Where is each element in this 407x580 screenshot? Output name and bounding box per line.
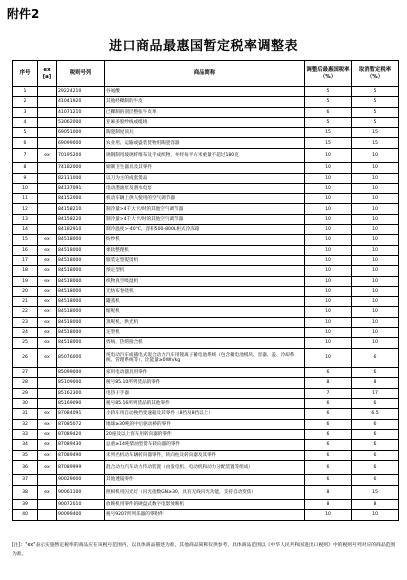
table-row — [13, 245, 399, 255]
row-cancel-rate: 6 — [352, 368, 399, 378]
row-seq: 26 — [13, 348, 38, 368]
table-row — [13, 297, 399, 307]
row-new-rate: 8 — [305, 500, 352, 510]
row-code: 41071210 — [57, 107, 105, 117]
row-code: 85076000 — [57, 348, 105, 368]
row-name: 制冷温度>-40℃，容积500-800L柜式冷冻箱 — [105, 225, 305, 235]
row-new-rate: 6 — [305, 460, 352, 475]
table-row — [13, 235, 399, 245]
row-seq: 4 — [13, 117, 38, 127]
table-row — [13, 138, 399, 148]
row-new-rate: 10 — [305, 286, 352, 296]
row-cancel-rate: 6 — [352, 419, 399, 429]
row-ex: ex — [38, 409, 57, 419]
row-new-rate: 10 — [305, 328, 352, 338]
row-cancel-rate: 10 — [352, 328, 399, 338]
table-row — [13, 183, 399, 193]
row-seq: 27 — [13, 368, 38, 378]
row-new-rate: 10 — [305, 266, 352, 276]
row-new-rate: 6 — [305, 440, 352, 450]
col-header-code: 税则号列 — [57, 61, 105, 87]
table-row — [13, 388, 399, 398]
table-header-row — [13, 61, 399, 87]
table-row — [13, 204, 399, 214]
row-cancel-rate: 15 — [352, 485, 399, 500]
table-row — [13, 128, 399, 138]
row-cancel-rate: 17 — [352, 388, 399, 398]
row-new-rate: 8 — [305, 378, 352, 388]
row-seq: 33 — [13, 429, 38, 439]
row-cancel-rate: 10 — [352, 255, 399, 265]
row-name: 制冷量>4千大卡/时的其他空气调节器 — [105, 214, 305, 224]
row-code: 84158210 — [57, 204, 105, 214]
row-seq: 32 — [13, 419, 38, 429]
row-seq: 7 — [13, 148, 38, 163]
row-ex — [38, 97, 57, 107]
row-code: 84518000 — [57, 255, 105, 265]
table-row — [13, 276, 399, 286]
table-row — [13, 419, 399, 429]
row-seq: 29 — [13, 388, 38, 398]
row-name: 蒸呢机、烘光机 — [105, 317, 305, 327]
table-row — [13, 475, 399, 485]
row-code: 90072010 — [57, 500, 105, 510]
row-name: 纯电动汽车或插电式混合动力汽车用锂离子蓄电池系统（包含蓄电池模块、容器、盖、冷却系统、管理系统等），比能量≥0Wh/kg — [105, 348, 305, 368]
row-cancel-rate: 10 — [352, 163, 399, 173]
row-code: 84152000 — [57, 194, 105, 204]
row-new-rate: 10 — [305, 235, 352, 245]
row-code: 90099400 — [57, 510, 105, 520]
row-seq: 28 — [13, 378, 38, 388]
row-seq: 40 — [13, 510, 38, 520]
row-name: 总重≥14吨柴油型货车转向器的零件 — [105, 440, 305, 450]
table-row — [13, 378, 399, 388]
row-code: 84518000 — [57, 235, 105, 245]
row-name: 小轿车用自动换挡变速箱及其零件（8挡及8挡以上） — [105, 409, 305, 419]
row-code: 87089420 — [57, 429, 105, 439]
row-seq: 31 — [13, 409, 38, 419]
row-cancel-rate: 10 — [352, 225, 399, 235]
row-code: 87089999 — [57, 460, 105, 475]
row-cancel-rate: 6 — [352, 475, 399, 485]
row-name: 璃钢制用玻璃纤维布及半成织物，并经每平方米重量不超过180克 — [105, 148, 305, 163]
row-cancel-rate: 15 — [352, 128, 399, 138]
row-ex: ex — [38, 286, 57, 296]
row-ex: ex — [38, 429, 57, 439]
row-ex — [38, 214, 57, 224]
row-ex: ex — [38, 440, 57, 450]
row-code: 87085072 — [57, 419, 105, 429]
table-row — [13, 460, 399, 475]
row-new-rate: 5 — [305, 87, 352, 97]
row-ex — [38, 378, 57, 388]
row-new-rate: 6 — [305, 450, 352, 460]
row-new-rate: 10 — [305, 204, 352, 214]
row-ex — [38, 204, 57, 214]
row-ex — [38, 107, 57, 117]
row-cancel-rate: 10 — [352, 173, 399, 183]
row-code: 85099000 — [57, 368, 105, 378]
attachment-label: 附件2 — [7, 7, 40, 21]
row-new-rate: 10 — [305, 338, 352, 348]
row-seq: 34 — [13, 440, 38, 450]
row-ex — [38, 173, 57, 183]
table-row — [13, 87, 399, 97]
table-row — [13, 97, 399, 107]
row-code: 84518000 — [57, 297, 105, 307]
table-row — [13, 429, 399, 439]
row-new-rate: 10 — [305, 194, 352, 204]
row-seq: 14 — [13, 225, 38, 235]
row-code: 84518000 — [57, 286, 105, 296]
row-new-rate: 10 — [305, 214, 352, 224]
row-code: 69051000 — [57, 128, 105, 138]
row-new-rate: 10 — [305, 317, 352, 327]
row-ex: ex — [38, 338, 57, 348]
row-ex — [38, 138, 57, 148]
row-seq: 9 — [13, 173, 38, 183]
row-seq: 5 — [13, 128, 38, 138]
row-seq: 3 — [13, 107, 38, 117]
row-name: 照相机用闪光灯（闪光指数GN≥30，具有无线闪光功能，支持自动变焦） — [105, 485, 305, 500]
row-new-rate: 10 — [305, 307, 352, 317]
row-name: 税号85.16所列货品的其他零件 — [105, 399, 305, 409]
table-row — [13, 317, 399, 327]
row-code: 84518000 — [57, 266, 105, 276]
row-ex: ex — [38, 148, 57, 163]
col-header-ex: ex [a] — [38, 61, 57, 87]
row-cancel-rate: 10 — [352, 194, 399, 204]
row-ex: ex — [38, 317, 57, 327]
row-name: 家用电动器具用零件 — [105, 368, 305, 378]
tariff-table — [12, 60, 399, 521]
row-new-rate: 10 — [305, 163, 352, 173]
row-code: 53062000 — [57, 117, 105, 127]
row-cancel-rate: 10 — [352, 276, 399, 286]
row-seq: 19 — [13, 276, 38, 286]
row-new-rate: 6 — [305, 409, 352, 419]
row-name: 未列名机动车辆转向器零件，转向柱及转向器及其零件 — [105, 450, 305, 460]
row-ex: ex — [38, 328, 57, 338]
row-cancel-rate: 5 — [352, 87, 399, 97]
row-name: 铜制卫生器具及其零件 — [105, 163, 305, 173]
row-ex: ex — [38, 255, 57, 265]
row-ex: ex — [38, 235, 57, 245]
row-cancel-rate: 6 — [352, 450, 399, 460]
row-code: 29224210 — [57, 87, 105, 97]
row-name: 以刀为主的成套货品 — [105, 173, 305, 183]
row-name: 纺纱机 — [105, 235, 305, 245]
row-cancel-rate: 6 — [352, 440, 399, 450]
row-name: 地球≥30吨的中后驱动桥的零件 — [105, 419, 305, 429]
row-cancel-rate: 5 — [352, 117, 399, 127]
row-cancel-rate: 10 — [352, 297, 399, 307]
row-ex — [38, 163, 57, 173]
table-row — [13, 255, 399, 265]
row-seq: 22 — [13, 307, 38, 317]
row-ex: ex — [38, 450, 57, 460]
row-name: 20座及以上客车用转向器的零件 — [105, 429, 305, 439]
row-cancel-rate: 8 — [352, 500, 399, 510]
row-ex: ex — [38, 460, 57, 475]
table-row — [13, 107, 399, 117]
row-seq: 35 — [13, 450, 38, 460]
row-code: 87089430 — [57, 440, 105, 450]
row-ex: ex — [38, 307, 57, 317]
row-cancel-rate: 10 — [352, 307, 399, 317]
row-seq: 37 — [13, 475, 38, 485]
row-ex — [38, 388, 57, 398]
row-name: 税号9207所列乐器的零附件 — [105, 510, 305, 520]
table-row — [13, 450, 399, 460]
row-cancel-rate: 10 — [352, 338, 399, 348]
row-code: 84158220 — [57, 214, 105, 224]
row-new-rate: 6 — [305, 107, 352, 117]
row-seq: 23 — [13, 317, 38, 327]
row-new-rate: 8 — [305, 485, 352, 500]
row-code: 87084091 — [57, 409, 105, 419]
row-new-rate: 15 — [305, 128, 352, 138]
row-new-rate: 6 — [305, 419, 352, 429]
row-cancel-rate: 6 — [352, 460, 399, 475]
row-cancel-rate: 10 — [352, 510, 399, 520]
row-code: 85109000 — [57, 378, 105, 388]
row-seq: 17 — [13, 255, 38, 265]
row-new-rate: 5 — [305, 97, 352, 107]
row-name: 罐蒸机 — [105, 297, 305, 307]
row-ex — [38, 500, 57, 510]
row-new-rate: 10 — [305, 245, 352, 255]
row-code: 84518000 — [57, 245, 105, 255]
row-name: 服装定型熨烫机 — [105, 255, 305, 265]
table-row — [13, 409, 399, 419]
row-cancel-rate: 6 — [352, 399, 399, 409]
row-seq: 38 — [13, 485, 38, 500]
row-name: 其他透镜零件 — [105, 475, 305, 485]
row-seq: 21 — [13, 297, 38, 307]
col-header-name: 商品简称 — [105, 61, 305, 87]
col-header-cancel-rate: 取消暂定税率（%） — [352, 61, 399, 87]
table-row — [13, 117, 399, 127]
page-title: 进口商品最惠国暂定税率调整表 — [108, 39, 298, 54]
row-new-rate: 6 — [305, 399, 352, 409]
table-row — [13, 500, 399, 510]
row-ex: ex — [38, 276, 57, 286]
row-name: 电热干手器 — [105, 388, 305, 398]
row-cancel-rate: 15 — [352, 138, 399, 148]
table-row — [13, 485, 399, 500]
row-ex: ex — [38, 266, 57, 276]
row-name: 亚麻多股纱线或缆线 — [105, 117, 305, 127]
table-row — [13, 368, 399, 378]
row-ex — [38, 399, 57, 409]
row-ex — [38, 183, 57, 193]
row-cancel-rate: 10 — [352, 183, 399, 193]
table-row — [13, 214, 399, 224]
row-new-rate: 15 — [305, 138, 352, 148]
row-code: 69099000 — [57, 138, 105, 148]
row-name: 陶瓷制屋顶瓦 — [105, 128, 305, 138]
table-row — [13, 163, 399, 173]
row-seq: 30 — [13, 399, 38, 409]
row-seq: 12 — [13, 204, 38, 214]
table-row — [13, 510, 399, 520]
row-name: 已鞣制的剖层整张牛皮革 — [105, 107, 305, 117]
row-name: 制冷量>4千大卡/时的其他空气调节器 — [105, 204, 305, 214]
row-seq: 24 — [13, 328, 38, 338]
row-ex: ex — [38, 245, 57, 255]
row-ex: ex — [38, 297, 57, 307]
table-row — [13, 328, 399, 338]
row-seq: 2 — [13, 97, 38, 107]
row-new-rate: 10 — [305, 510, 352, 520]
row-cancel-rate: 10 — [352, 245, 399, 255]
row-ex — [38, 225, 57, 235]
row-seq: 11 — [13, 194, 38, 204]
row-seq: 36 — [13, 460, 38, 475]
row-new-rate: 10 — [305, 297, 352, 307]
row-ex — [38, 510, 57, 520]
row-cancel-rate: 6.5 — [352, 409, 399, 419]
row-code: 82111000 — [57, 173, 105, 183]
row-new-rate: 10 — [305, 255, 352, 265]
row-cancel-rate: 10 — [352, 214, 399, 224]
table-row — [13, 307, 399, 317]
table-row — [13, 173, 399, 183]
table-row — [13, 399, 399, 409]
row-seq: 39 — [13, 500, 38, 510]
table-row — [13, 194, 399, 204]
row-ex — [38, 117, 57, 127]
row-code: 85162300 — [57, 388, 105, 398]
table-row — [13, 440, 399, 450]
row-name: 电动潜油泵及潜水电泵 — [105, 183, 305, 193]
row-code: 90029000 — [57, 475, 105, 485]
footnote: [注]："ex"表示实施暂定税率的商品应在该税号范围内，以具体商品描述为准，其他商品简称仅供参考，具体商品范围以《中华人民共和国进出口税则》中的税则号列对应的商品范围为准。 — [12, 543, 396, 557]
row-seq: 18 — [13, 266, 38, 276]
row-name: 剪绒、热熔接合机 — [105, 338, 305, 348]
row-cancel-rate: 10 — [352, 286, 399, 296]
row-ex — [38, 368, 57, 378]
table-row — [13, 338, 399, 348]
row-cancel-rate: 6 — [352, 348, 399, 368]
row-new-rate: 6 — [305, 429, 352, 439]
row-code: 84518000 — [57, 307, 105, 317]
row-ex — [38, 194, 57, 204]
row-name: 织物真空吸湿机 — [105, 276, 305, 286]
row-cancel-rate: 5 — [352, 107, 399, 117]
row-seq: 1 — [13, 87, 38, 97]
row-name: 机动车辆上供人使用的空气调节器 — [105, 194, 305, 204]
row-code: 84137091 — [57, 183, 105, 193]
row-name: 预定型机 — [105, 266, 305, 276]
row-seq: 13 — [13, 214, 38, 224]
row-new-rate: 7 — [305, 388, 352, 398]
row-seq: 25 — [13, 338, 38, 348]
row-code: 84182910 — [57, 225, 105, 235]
row-code: 90061100 — [57, 485, 105, 500]
table-row — [13, 348, 399, 368]
row-ex: ex — [38, 348, 57, 368]
col-header-seq: 序号 — [13, 61, 38, 87]
row-new-rate: 5 — [305, 117, 352, 127]
row-new-rate: 6 — [305, 475, 352, 485]
row-code: 70195200 — [57, 148, 105, 163]
row-cancel-rate: 8 — [352, 378, 399, 388]
row-ex: ex — [38, 485, 57, 500]
row-code: 84518000 — [57, 276, 105, 286]
table-row — [13, 148, 399, 163]
row-seq: 6 — [13, 138, 38, 148]
row-seq: 15 — [13, 235, 38, 245]
row-cancel-rate: 10 — [352, 148, 399, 163]
row-new-rate: 10 — [305, 348, 352, 368]
table-row — [13, 266, 399, 276]
row-new-rate: 10 — [305, 173, 352, 183]
row-name: 放映机用零件的硬盘式数字电影放映机 — [105, 500, 305, 510]
row-cancel-rate: 10 — [352, 266, 399, 276]
row-new-rate: 10 — [305, 148, 352, 163]
row-cancel-rate: 10 — [352, 235, 399, 245]
row-name: 柔软整理机 — [105, 245, 305, 255]
row-ex — [38, 475, 57, 485]
row-seq: 16 — [13, 245, 38, 255]
row-cancel-rate: 10 — [352, 317, 399, 327]
row-name: 税号85.10所列货品的零件 — [105, 378, 305, 388]
row-ex: ex — [38, 419, 57, 429]
row-code: 84518000 — [57, 317, 105, 327]
row-name: 其他经鞣制的牛皮 — [105, 97, 305, 107]
table-row — [13, 225, 399, 235]
row-ex — [38, 87, 57, 97]
row-seq: 8 — [13, 163, 38, 173]
row-new-rate: 6 — [305, 368, 352, 378]
row-code: 84518000 — [57, 328, 105, 338]
row-new-rate: 10 — [305, 183, 352, 193]
col-header-new-rate: 调整后最惠国税率（%） — [305, 61, 352, 87]
row-code: 84518000 — [57, 338, 105, 348]
row-name: 混合动力汽车动力传动装置（由发电机、电动机和动力分配装置等组成） — [105, 460, 305, 475]
row-name: 定型机 — [105, 328, 305, 338]
row-name: 无纺布卷绕机 — [105, 286, 305, 296]
row-new-rate: 10 — [305, 276, 352, 286]
row-cancel-rate: 5 — [352, 97, 399, 107]
row-new-rate: 10 — [305, 225, 352, 235]
row-cancel-rate: 6 — [352, 429, 399, 439]
row-code: 41041920 — [57, 97, 105, 107]
row-code: 87089490 — [57, 450, 105, 460]
row-name: 缩呢机 — [105, 307, 305, 317]
row-name: 农业用、运输或盛装货物用陶瓷容器 — [105, 138, 305, 148]
row-seq: 10 — [13, 183, 38, 193]
row-code: 85169090 — [57, 399, 105, 409]
row-code: 74182000 — [57, 163, 105, 173]
table-row — [13, 286, 399, 296]
row-ex — [38, 128, 57, 138]
row-cancel-rate: 10 — [352, 204, 399, 214]
row-seq: 20 — [13, 286, 38, 296]
row-name: 谷氨酸 — [105, 87, 305, 97]
